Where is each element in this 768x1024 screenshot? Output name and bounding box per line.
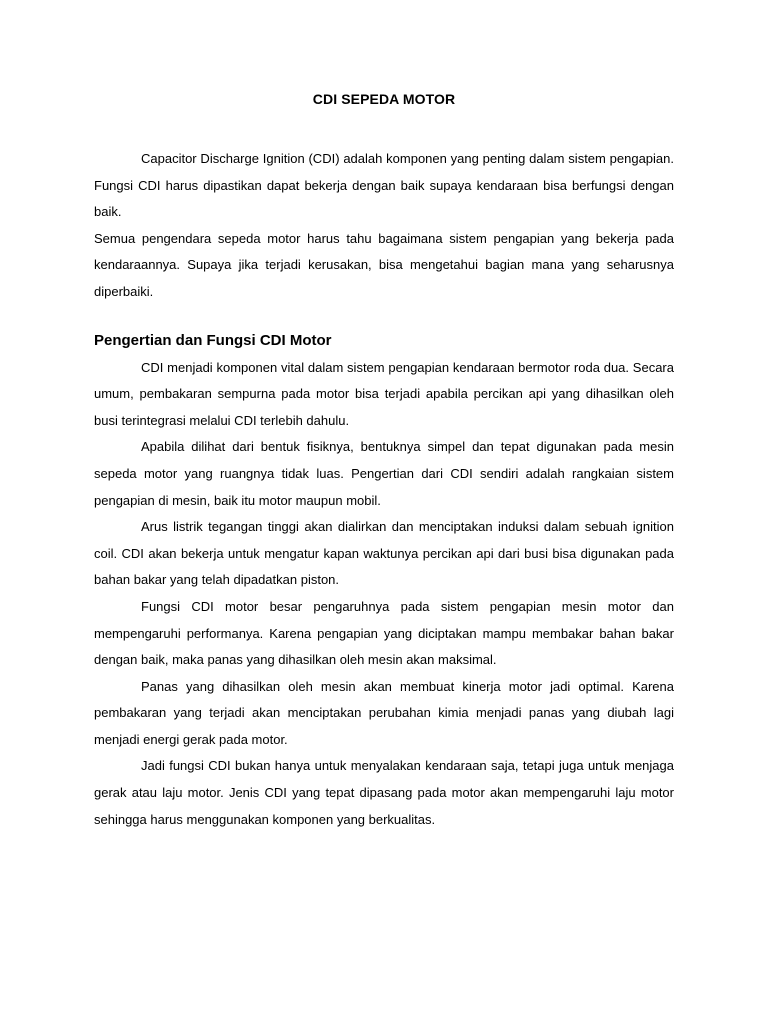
document-body — [94, 88, 674, 833]
section-paragraph-4: Fungsi CDI motor besar pengaruhnya pada sistem pengapian mesin motor dan mempengaruhi performanya. Karena pengapian yang diciptakan mampu membakar bahan bakar dengan baik, maka panas yang dihasilkan oleh mesin akan maksimal. — [94, 598, 674, 668]
section-paragraph-2: Apabila dilihat dari bentuk fisiknya, bentuknya simpel dan tepat digunakan pada mesin sepeda motor yang ruangnya tidak luas. Pengertian dari CDI sendiri adalah rangkaian sistem pengapian di mesin, baik itu motor maupun mobil. — [94, 439, 674, 508]
section-spacer — [94, 306, 674, 330]
section-heading: Pengertian dan Fungsi CDI Motor — [94, 331, 332, 349]
section-paragraph-3: Arus listrik tegangan tinggi akan dialirkan dan menciptakan induksi dalam sebuah ignition coil. CDI akan bekerja untuk mengatur kapan waktunya percikan api dari busi bisa digunakan pada bahan bakar yang telah dipadatkan piston. — [94, 519, 674, 588]
section-paragraph-1: CDI menjadi komponen vital dalam sistem pengapian kendaraan bermotor roda dua. Secara umum, pembakaran sempurna pada motor bisa terjadi apabila percikan api yang dihasilkan oleh busi terintegrasi melalui CDI terlebih dahulu. — [94, 359, 674, 428]
section-paragraph-6: Jadi fungsi CDI bukan hanya untuk menyalakan kendaraan saja, tetapi juga untuk menjaga gerak atau laju motor. Jenis CDI yang tepat dipasang pada motor akan mempengaruhi laju motor sehingga harus menggunakan komponen yang berkualitas. — [94, 758, 674, 827]
document-title: CDI SEPEDA MOTOR — [312, 91, 456, 107]
intro-paragraph-1: Capacitor Discharge Ignition (CDI) adalah komponen yang penting dalam sistem pengapian. Fungsi CDI harus dipastikan dapat bekerja dengan baik supaya kendaraan bisa berfungsi dengan baik. — [94, 151, 674, 220]
intro-paragraph-2: Semua pengendara sepeda motor harus tahu bagaimana sistem pengapian yang bekerja pada kendaraannya. Supaya jika terjadi kerusakan, bisa mengetahui bagian mana yang seharusnya diperbaiki. — [94, 230, 674, 299]
section-paragraph-5: Panas yang dihasilkan oleh mesin akan membuat kinerja motor jadi optimal. Karena pembakaran yang terjadi akan menciptakan perubahan kimia menjadi panas yang diubah lagi menjadi energi gerak pada motor. — [94, 678, 674, 747]
